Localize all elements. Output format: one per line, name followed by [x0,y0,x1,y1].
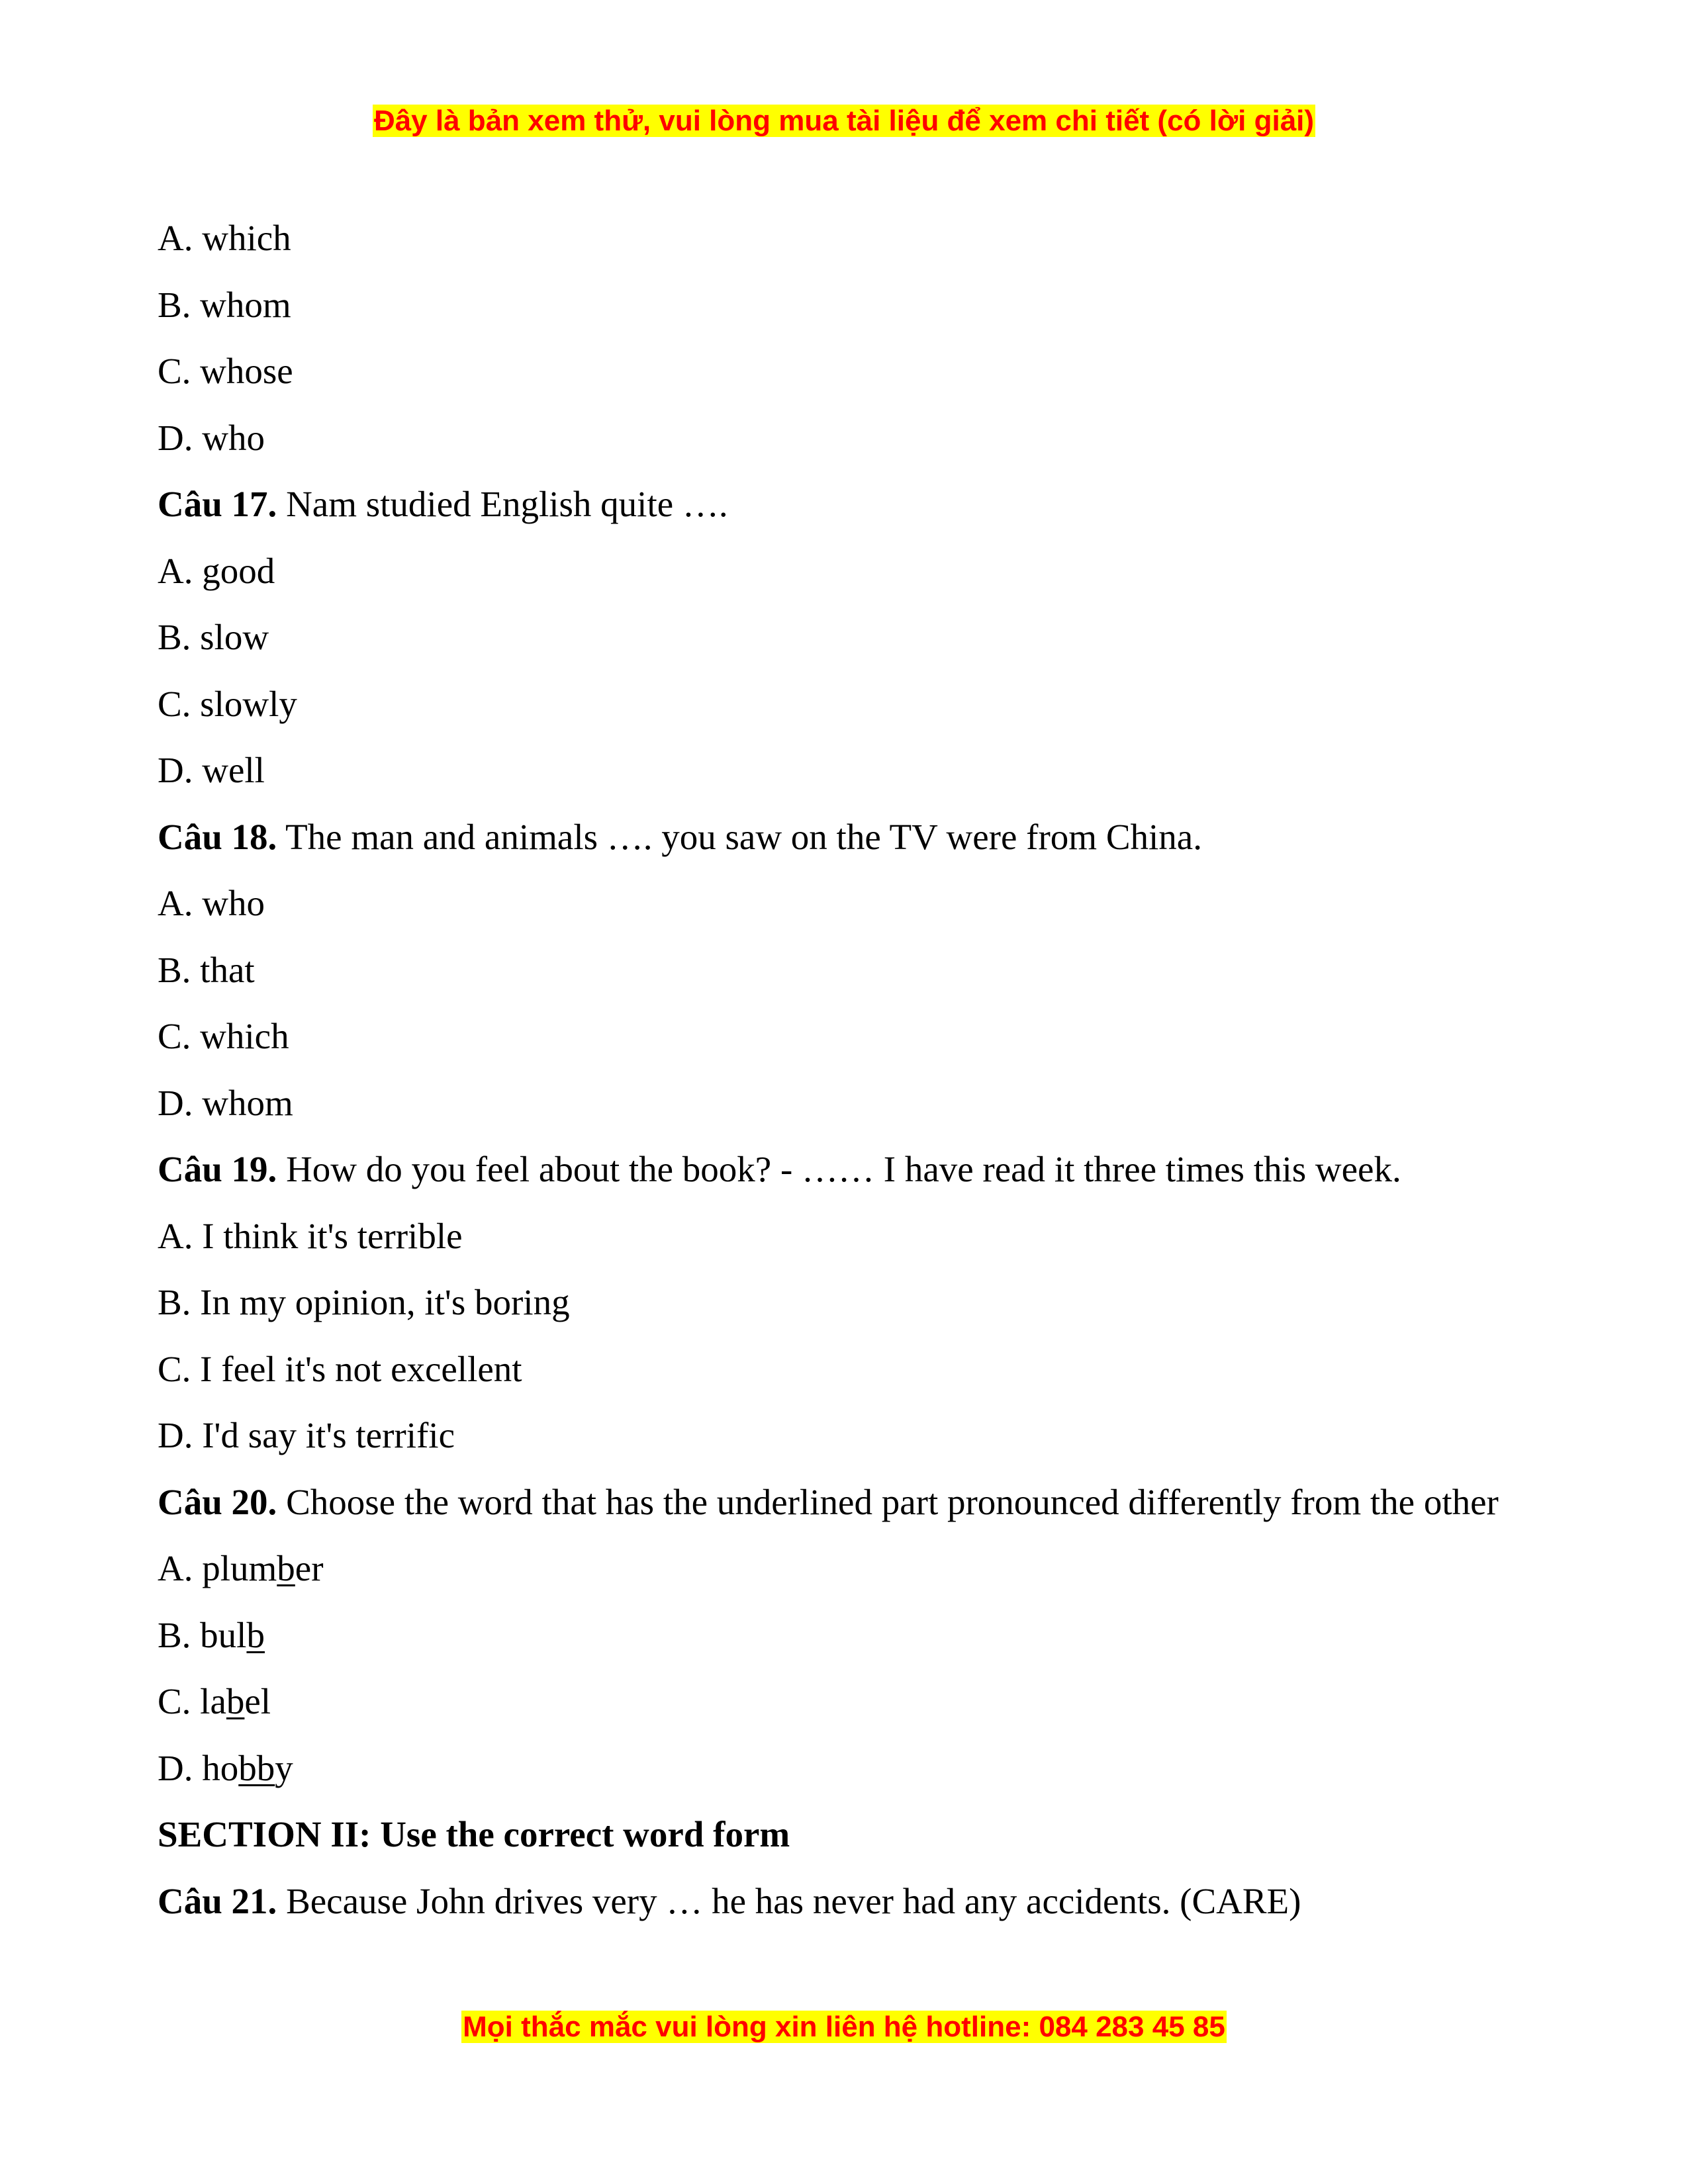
option-q19-d: D. I'd say it's terrific [158,1415,455,1455]
question-number: Câu 17. [158,484,277,524]
question-20 [158,1469,1530,1536]
option-q17-a: A. good [158,550,275,591]
option-q18-d: D. whom [158,1082,293,1123]
option-q16-a: A. which [158,218,291,258]
question-text: Choose the word that has the underlined part pronounced differently from the other [277,1481,1499,1522]
option-text: er [295,1548,324,1588]
option-text: y [275,1747,293,1788]
option-text: A. plum [158,1548,277,1588]
question-21 [158,1868,1530,1935]
option-q20-d [158,1735,1530,1802]
option-q16-d: D. who [158,417,265,458]
question-number: Câu 19. [158,1149,277,1189]
option-q17-c: C. slowly [158,683,297,724]
option-q16-c: C. whose [158,351,293,391]
option-q20-c [158,1668,1530,1735]
option-q16-b: B. whom [158,284,291,325]
underlined-letters: bb [238,1747,275,1788]
underlined-letters: b [226,1681,245,1721]
question-number: Câu 20. [158,1481,277,1522]
option-q17-b: B. slow [158,617,269,657]
option-q18-b: B. that [158,949,255,990]
question-18 [158,804,1530,871]
option-q18-a: A. who [158,883,265,923]
underlined-letters: b [246,1614,265,1655]
option-q19-b: B. In my opinion, it's boring [158,1282,570,1322]
option-text: el [244,1681,271,1721]
preview-notice-banner [0,101,1688,142]
question-number: Câu 21. [158,1880,277,1921]
option-text: D. ho [158,1747,239,1788]
document-body [158,205,1530,1934]
option-q20-b [158,1602,1530,1669]
option-q18-c: C. which [158,1016,289,1056]
preview-notice-text: Đây là bản xem thử, vui lòng mua tài liệu để xem chi tiết (có lời giải) [373,105,1315,137]
option-q20-a [158,1535,1530,1602]
option-q19-a: A. I think it's terrible [158,1215,463,1256]
question-text: How do you feel about the book? - …… I have read it three times this week. [277,1149,1401,1189]
question-17 [158,471,1530,538]
question-19 [158,1136,1530,1203]
question-text: The man and animals …. you saw on the TV were from China. [277,816,1202,857]
hotline-text: Mọi thắc mắc vui lòng xin liên hệ hotline: 084 283 45 85 [463,2011,1225,2043]
option-q19-c: C. I feel it's not excellent [158,1348,522,1389]
section-heading: SECTION II: Use the correct word form [158,1814,790,1854]
question-text: Because John drives very … he has never had any accidents. (CARE) [277,1880,1301,1921]
question-text: Nam studied English quite …. [277,484,728,524]
question-number: Câu 18. [158,816,277,857]
underlined-letters: b [277,1548,295,1588]
option-q17-d: D. well [158,750,265,790]
option-text: C. la [158,1681,226,1721]
hotline-banner [0,2007,1688,2048]
option-text: B. bul [158,1614,247,1655]
